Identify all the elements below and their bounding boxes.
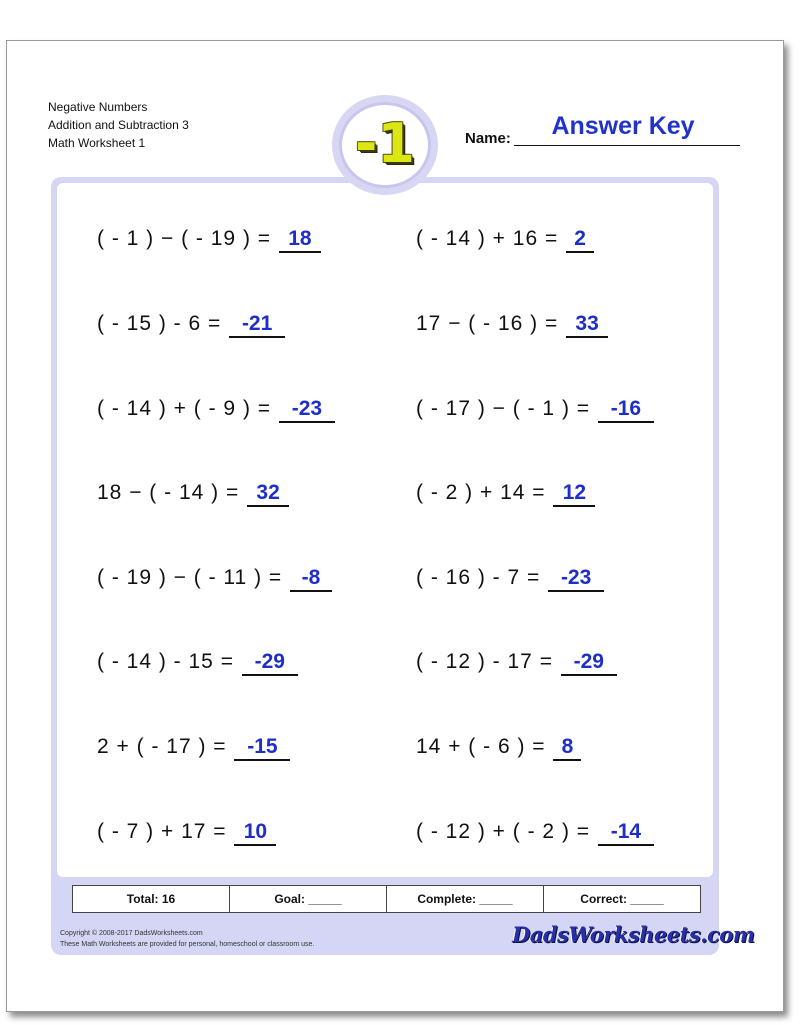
problem-expression: ( - 12 ) - 17 = (416, 650, 553, 673)
problem-expression: ( - 7 ) + 17 = (97, 820, 227, 843)
problem-expression: ( - 14 ) - 15 = (97, 650, 234, 673)
name-label: Name: (465, 130, 511, 147)
problem-answer: 33 (566, 312, 608, 338)
problem-12 (416, 650, 617, 676)
problem-expression: ( - 14 ) + ( - 9 ) = (97, 397, 272, 420)
problem-answer: -8 (290, 566, 332, 592)
title-line-2: Addition and Subtraction 3 (48, 118, 189, 132)
problem-1 (97, 227, 321, 253)
score-complete: Complete: _____ (387, 886, 544, 912)
problem-2 (416, 227, 594, 253)
problem-answer: 18 (279, 227, 321, 253)
problem-answer: -21 (229, 312, 285, 338)
score-goal: Goal: _____ (230, 886, 387, 912)
problem-8 (416, 481, 595, 507)
problem-answer: -16 (598, 397, 654, 423)
problem-answer: -23 (548, 566, 604, 592)
problem-area (57, 183, 713, 877)
problem-5 (97, 397, 335, 423)
title-line-3: Math Worksheet 1 (48, 136, 146, 150)
problem-expression: ( - 16 ) - 7 = (416, 566, 541, 589)
problem-expression: 2 + ( - 17 ) = (97, 735, 227, 758)
problem-7 (97, 481, 289, 507)
score-correct: Correct: _____ (580, 892, 664, 906)
problem-4 (416, 312, 608, 338)
brand-logo: DadsWorksheets.com (512, 922, 755, 947)
problem-answer: 32 (247, 481, 289, 507)
name-line (514, 145, 740, 146)
problem-expression: 18 − ( - 14 ) = (97, 481, 240, 504)
problem-expression: ( - 15 ) - 6 = (97, 312, 222, 335)
problem-9 (97, 566, 332, 592)
problem-expression: ( - 12 ) + ( - 2 ) = (416, 820, 591, 843)
score-bar (72, 885, 701, 913)
problem-6 (416, 397, 654, 423)
problem-expression: 17 − ( - 16 ) = (416, 312, 559, 335)
badge-number: -1 (355, 112, 415, 175)
problem-expression: ( - 17 ) − ( - 1 ) = (416, 397, 591, 420)
problem-expression: ( - 2 ) + 14 = (416, 481, 546, 504)
problem-11 (97, 650, 298, 676)
worksheet-badge (332, 95, 438, 195)
badge-circle (339, 102, 431, 188)
problem-answer: -29 (242, 650, 298, 676)
problem-answer: -23 (279, 397, 335, 423)
problem-expression: 14 + ( - 6 ) = (416, 735, 546, 758)
problem-expression: ( - 14 ) + 16 = (416, 227, 559, 250)
score-total: Total: 16 (73, 886, 230, 912)
copyright-line-1: Copyright © 2008-2017 DadsWorksheets.com (60, 930, 203, 937)
problem-answer: 2 (566, 227, 594, 253)
problem-13 (97, 735, 290, 761)
problem-answer: 8 (553, 735, 581, 761)
copyright-line-2: These Math Worksheets are provided for personal, homeschool or classroom use. (60, 941, 315, 948)
problem-answer: -29 (561, 650, 617, 676)
copyright-notice (60, 928, 314, 950)
title-line-1: Negative Numbers (48, 100, 148, 114)
problem-16 (416, 820, 654, 846)
problem-answer: -14 (598, 820, 654, 846)
problem-10 (416, 566, 604, 592)
problem-answer: 10 (234, 820, 276, 846)
problem-expression: ( - 1 ) − ( - 19 ) = (97, 227, 272, 250)
problem-14 (416, 735, 581, 761)
worksheet-title (48, 98, 189, 152)
problem-expression: ( - 19 ) − ( - 11 ) = (97, 566, 283, 589)
name-value: Answer Key (551, 112, 695, 140)
problem-15 (97, 820, 276, 846)
problem-answer: 12 (553, 481, 595, 507)
problem-answer: -15 (234, 735, 290, 761)
problem-3 (97, 312, 285, 338)
